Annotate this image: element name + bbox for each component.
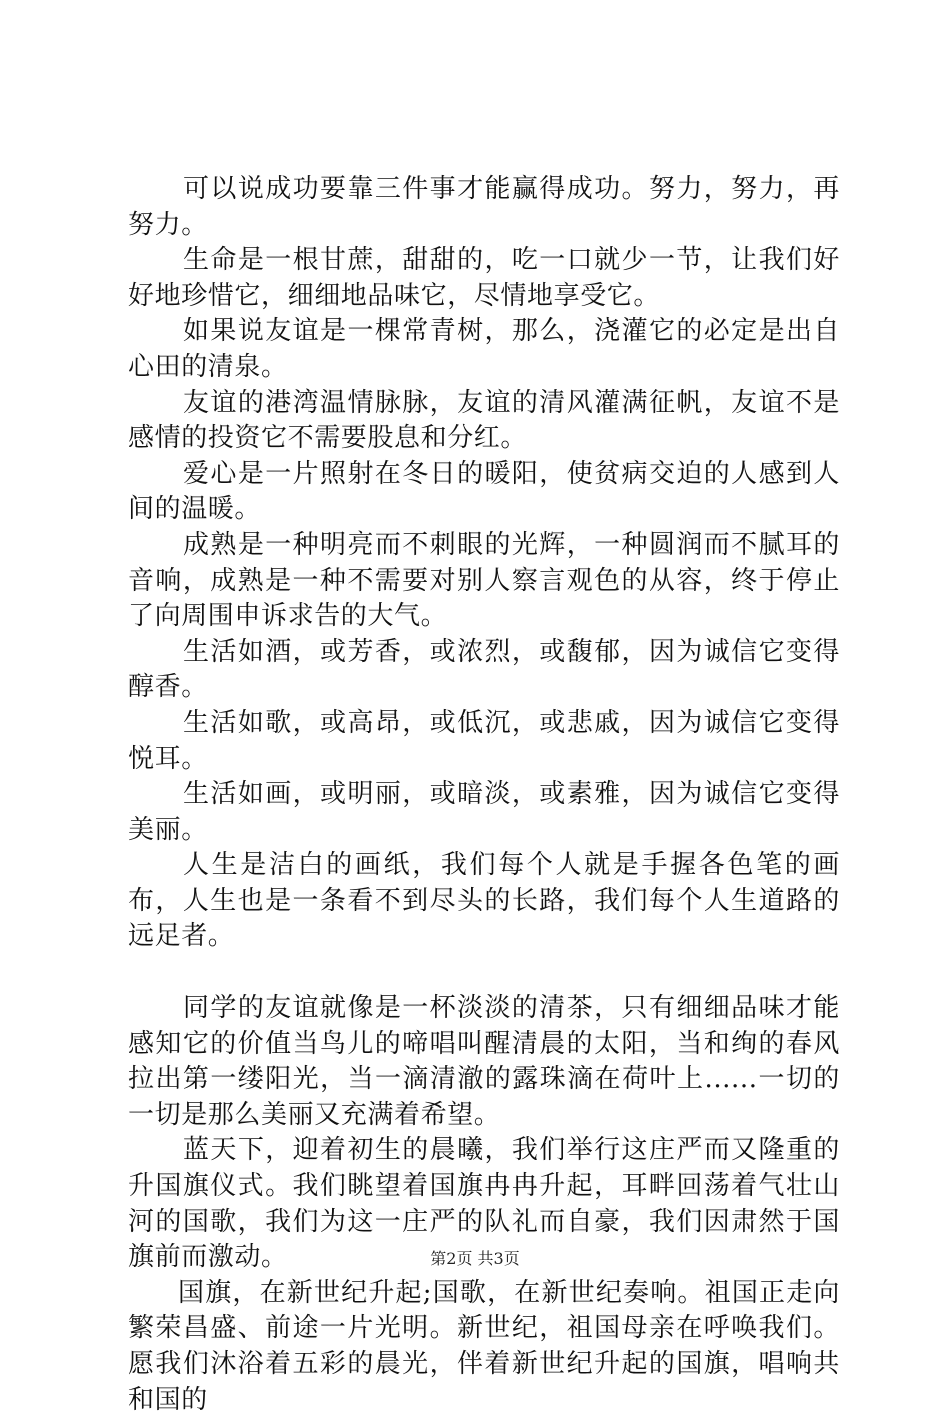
page-number-footer: 第2页 共3页 (430, 1249, 520, 1268)
paragraph: 生活如酒，或芳香，或浓烈，或馥郁，因为诚信它变得醇香。 (128, 636, 840, 703)
paragraph: 人生是洁白的画纸，我们每个人就是手握各色笔的画布，人生也是一条看不到尽头的长路，我们每个人生道路的远足者。 (128, 850, 840, 952)
paragraph: 如果说友谊是一棵常青树，那么，浇灌它的必定是出自心田的清泉。 (128, 316, 840, 382)
paragraph: 蓝天下，迎着初生的晨曦，我们举行这庄严而又隆重的升国旗仪式。我们眺望着国旗冉冉升起，耳畔回荡着气壮山河的国歌，我们为这一庄严的队礼而自豪，我们因肃然于国旗前而激动。 (128, 1135, 840, 1273)
paragraph: 成熟是一种明亮而不刺眼的光辉，一种圆润而不腻耳的音响，成熟是一种不需要对别人察言观色的从容，终于停止了向周围申诉求告的大气。 (128, 529, 840, 632)
paragraph: 同学的友谊就像是一杯淡淡的清茶，只有细细品味才能感知它的价值当鸟儿的啼唱叫醒清晨的太阳，当和绚的春风拉出第一缕阳光，当一滴清澈的露珠滴在荷叶上......一切的一切是那么美丽又充满着希望。 (128, 993, 840, 1130)
paragraph: 生活如歌，或高昂，或低沉，或悲戚，因为诚信它变得悦耳。 (128, 707, 840, 774)
paragraph: 生活如画，或明丽，或暗淡，或素雅，因为诚信它变得美丽。 (128, 779, 840, 845)
paragraph: 爱心是一片照射在冬日的暖阳，使贫病交迫的人感到人间的温暖。 (128, 458, 840, 525)
paragraph: 生命是一根甘蔗，甜甜的，吃一口就少一节，让我们好好地珍惜它，细细地品味它，尽情地享受它。 (128, 245, 840, 311)
paragraph: 可以说成功要靠三件事才能赢得成功。努力，努力，再努力。 (128, 174, 840, 240)
document-body (128, 172, 840, 1418)
paragraph: 友谊的港湾温情脉脉，友谊的清风灌满征帆，友谊不是感情的投资它不需要股息和分红。 (128, 387, 840, 454)
paragraph: 国旗，在新世纪升起;国歌，在新世纪奏响。祖国正走向繁荣昌盛、前途一片光明。新世纪，祖国母亲在呼唤我们。愿我们沐浴着五彩的晨光，伴着新世纪升起的国旗，唱响共和国的 (128, 1277, 840, 1415)
